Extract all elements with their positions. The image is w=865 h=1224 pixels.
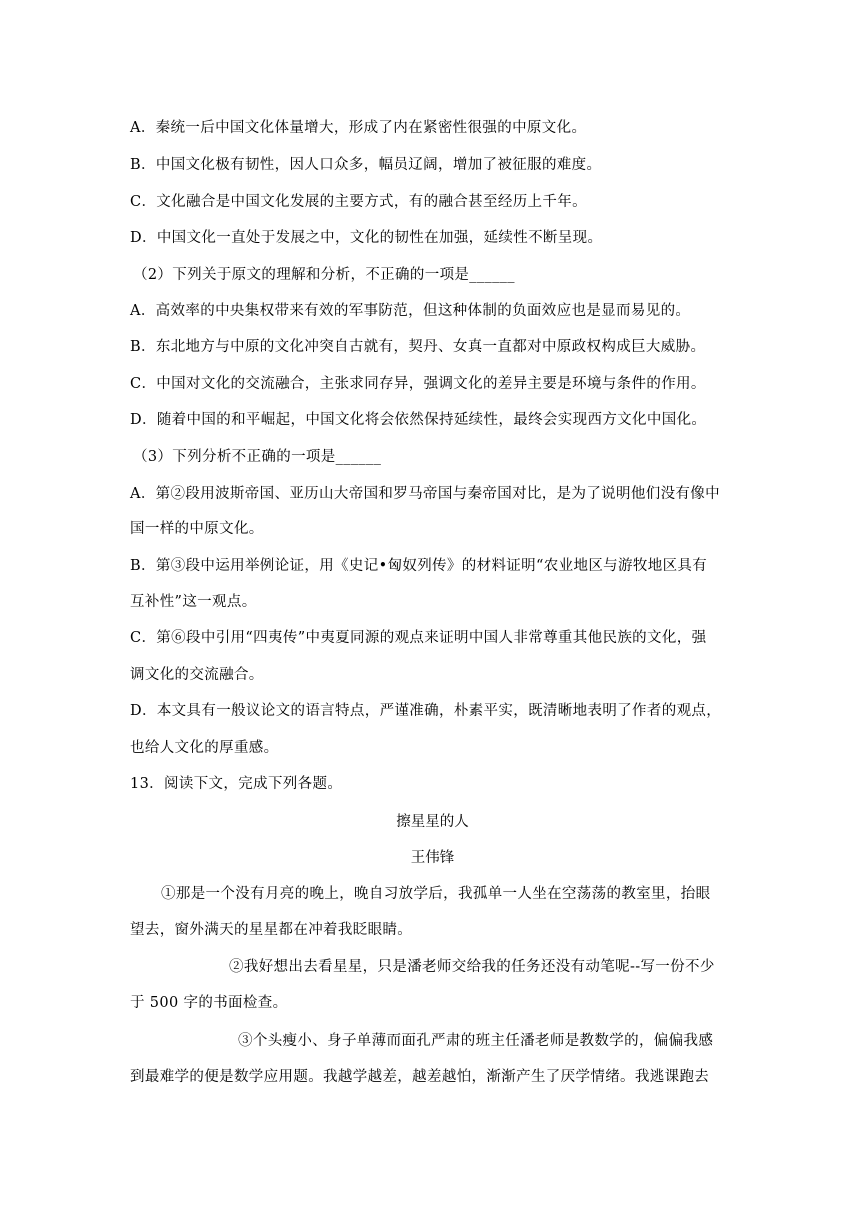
q3-stem: （3）下列分析不正确的一项是______ <box>133 449 382 465</box>
paragraph-1-line2: 望去，窗外满天的星星都在冲着我眨眼睛。 <box>130 922 413 938</box>
paragraph-2-line1: ②我好想出去看星星，只是潘老师交给我的任务还没有动笔呢--写一份不少 <box>229 959 715 975</box>
q1-option-d: D．中国文化一直处于发展之中，文化的韧性在加强，延续性不断呈现。 <box>130 230 603 246</box>
passage-title: 擦星星的人 <box>396 814 469 830</box>
paragraph-3-line1: ③个头瘦小、身子单薄而面孔严肃的班主任潘老师是教数学的，偏偏我感 <box>238 1033 714 1049</box>
q2-option-a: A．高效率的中央集权带来有效的军事防范，但这种体制的负面效应也是显而易见的。 <box>130 303 691 319</box>
passage-author: 王伟锋 <box>410 850 455 866</box>
q1-option-b: B．中国文化极有韧性，因人口众多，幅员辽阔，增加了被征服的难度。 <box>130 157 602 173</box>
q3-option-d-line1: D．本文具有一般议论文的语言特点，严谨准确，朴素平实，既清晰地表明了作者的观点， <box>130 703 722 719</box>
q2-option-b: B．东北地方与中原的文化冲突自古就有，契丹、女真一直都对中原政权构成巨大威胁。 <box>130 339 706 355</box>
paragraph-1-line1: ①那是一个没有月亮的晚上，晚自习放学后，我孤单一人坐在空荡荡的教室里，抬眼 <box>161 886 711 902</box>
q3-option-b-line2: 互补性”这一观点。 <box>130 594 257 610</box>
q13-stem: 13．阅读下文，完成下列各题。 <box>130 776 343 792</box>
q2-option-d: D．随着中国的和平崛起，中国文化将会依然保持延续性，最终会实现西方文化中国化。 <box>130 412 707 428</box>
paragraph-3-line2: 到最难学的便是数学应用题。我越学越差，越差越怕，渐渐产生了厌学情绪。我逃课跑去 <box>130 1069 710 1085</box>
q3-option-a-line2: 国一样的中原文化。 <box>130 521 264 537</box>
q3-option-d-line2: 也给人文化的厚重感。 <box>130 740 279 756</box>
q3-option-c-line1: C．第⑥段中引用“四夷传”中夷夏同源的观点来证明中国人非常尊重其他民族的文化，强 <box>130 630 707 646</box>
q2-option-c: C．中国对文化的交流融合，主张求同存异，强调文化的差异主要是环境与条件的作用。 <box>130 376 706 392</box>
q3-option-b-line1: B．第③段中运用举例论证，用《史记•匈奴列传》的材料证明“农业地区与游牧地区具有 <box>130 558 708 574</box>
q1-option-c: C．文化融合是中国文化发展的主要方式，有的融合甚至经历上千年。 <box>130 194 587 210</box>
q1-option-a: A．秦统一后中国文化体量增大，形成了内在紧密性很强的中原文化。 <box>130 120 587 136</box>
q3-option-a-line1: A．第②段用波斯帝国、亚历山大帝国和罗马帝国与秦帝国对比，是为了说明他们没有像中 <box>130 486 720 502</box>
q2-stem: （2）下列关于原文的理解和分析，不正确的一项是______ <box>133 267 515 283</box>
paragraph-2-line2: 于 500 字的书面检查。 <box>130 995 288 1011</box>
q3-option-c-line2: 调文化的交流融合。 <box>130 667 264 683</box>
